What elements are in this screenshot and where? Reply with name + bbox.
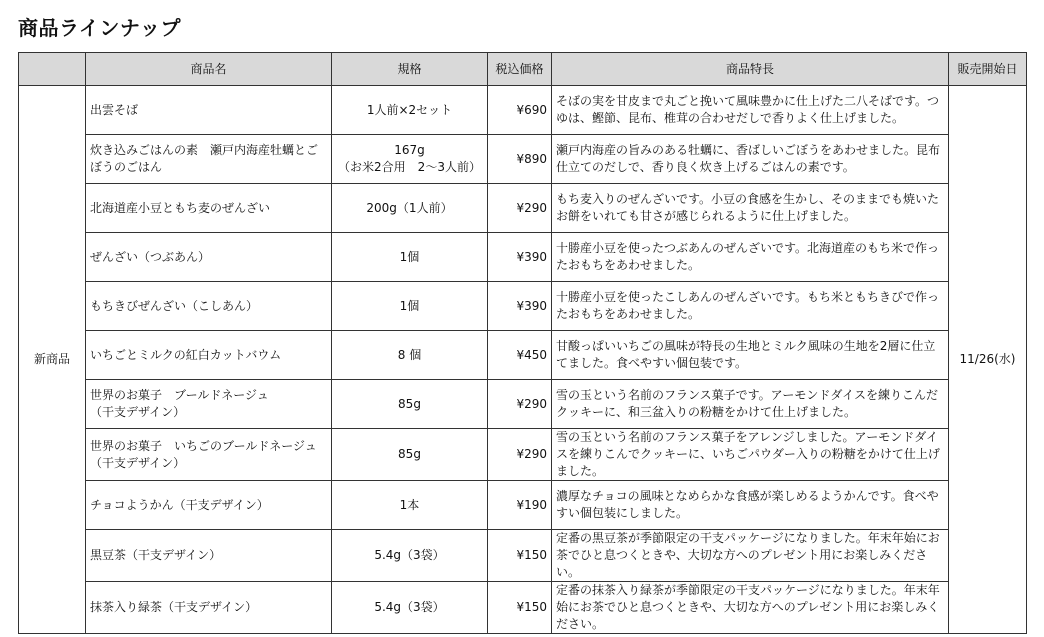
header-spec: 規格: [332, 53, 488, 86]
price-cell: ¥290: [488, 380, 552, 429]
price-cell: ¥890: [488, 135, 552, 184]
product-name-cell: ぜんざい（つぶあん）: [86, 233, 332, 282]
spec-cell: 5.4g（3袋）: [332, 530, 488, 582]
table-row: [19, 481, 1027, 530]
header-start-date: 販売開始日: [949, 53, 1027, 86]
category-cell: 新商品: [19, 86, 86, 634]
price-cell: ¥150: [488, 530, 552, 582]
spec-cell: 1本: [332, 481, 488, 530]
table-row: [19, 184, 1027, 233]
price-cell: ¥150: [488, 582, 552, 634]
features-cell: 雪の玉という名前のフランス菓子です。アーモンドダイスを練りこんだクッキーに、和三盆入りの粉糖をかけて仕上げました。: [552, 380, 949, 429]
product-name-cell: いちごとミルクの紅白カットバウム: [86, 331, 332, 380]
features-cell: 定番の抹茶入り緑茶が季節限定の干支パッケージになりました。年末年始にお茶でひと息つくときや、大切な方へのプレゼント用にお楽しみください。: [552, 582, 949, 634]
price-cell: ¥690: [488, 86, 552, 135]
product-name-cell: 世界のお菓子 ブールドネージュ （干支デザイン）: [86, 380, 332, 429]
features-cell: そばの実を甘皮まで丸ごと挽いて風味豊かに仕上げた二八そばです。つゆは、鰹節、昆布、椎茸の合わせだしで香りよく仕上げました。: [552, 86, 949, 135]
page-title: 商品ラインナップ: [18, 16, 181, 40]
header-features: 商品特長: [552, 53, 949, 86]
price-cell: ¥190: [488, 481, 552, 530]
features-cell: 雪の玉という名前のフランス菓子をアレンジしました。アーモンドダイスを練りこんでクッキーに、いちごパウダー入りの粉糖をかけて仕上げました。: [552, 429, 949, 481]
features-cell: 濃厚なチョコの風味となめらかな食感が楽しめるようかんです。食べやすい個包装にしました。: [552, 481, 949, 530]
spec-cell: 1個: [332, 233, 488, 282]
table-row: [19, 582, 1027, 634]
features-cell: もち麦入りのぜんざいです。小豆の食感を生かし、そのままでも焼いたお餅をいれても甘さが感じられるように仕上げました。: [552, 184, 949, 233]
table-row: [19, 380, 1027, 429]
spec-cell: 85g: [332, 380, 488, 429]
product-name-cell: 世界のお菓子 いちごのブールドネージュ （干支デザイン）: [86, 429, 332, 481]
price-cell: ¥390: [488, 233, 552, 282]
table-row: [19, 233, 1027, 282]
features-cell: 十勝産小豆を使ったつぶあんのぜんざいです。北海道産のもち米で作ったおもちをあわせました。: [552, 233, 949, 282]
table-row: [19, 86, 1027, 135]
product-name-cell: もちきびぜんざい（こしあん）: [86, 282, 332, 331]
start-date-cell: 11/26(水): [949, 86, 1027, 634]
header-price: 税込価格: [488, 53, 552, 86]
table-header-row: [19, 53, 1027, 86]
product-name-cell: チョコようかん（干支デザイン）: [86, 481, 332, 530]
price-cell: ¥450: [488, 331, 552, 380]
price-cell: ¥290: [488, 184, 552, 233]
header-category: [19, 53, 86, 86]
product-name-cell: 炊き込みごはんの素 瀬戸内海産牡蠣とごぼうのごはん: [86, 135, 332, 184]
table-row: [19, 429, 1027, 481]
price-cell: ¥290: [488, 429, 552, 481]
features-cell: 甘酸っぱいいちごの風味が特長の生地とミルク風味の生地を2層に仕立てました。食べやすい個包装です。: [552, 331, 949, 380]
table-row: [19, 282, 1027, 331]
features-cell: 十勝産小豆を使ったこしあんのぜんざいです。もち米ともちきびで作ったおもちをあわせました。: [552, 282, 949, 331]
spec-cell: 8 個: [332, 331, 488, 380]
table-row: [19, 530, 1027, 582]
spec-cell: 200g（1人前）: [332, 184, 488, 233]
product-name-cell: 黒豆茶（干支デザイン）: [86, 530, 332, 582]
features-cell: 瀬戸内海産の旨みのある牡蠣に、香ばしいごぼうをあわせました。昆布仕立てのだしで、香り良く炊き上げるごはんの素です。: [552, 135, 949, 184]
price-cell: ¥390: [488, 282, 552, 331]
header-product-name: 商品名: [86, 53, 332, 86]
spec-cell: 5.4g（3袋）: [332, 582, 488, 634]
product-name-cell: 抹茶入り緑茶（干支デザイン）: [86, 582, 332, 634]
spec-cell: 167g （お米2合用 2～3人前）: [332, 135, 488, 184]
features-cell: 定番の黒豆茶が季節限定の干支パッケージになりました。年末年始にお茶でひと息つくときや、大切な方へのプレゼント用にお楽しみください。: [552, 530, 949, 582]
product-name-cell: 北海道産小豆ともち麦のぜんざい: [86, 184, 332, 233]
spec-cell: 85g: [332, 429, 488, 481]
table-row: [19, 331, 1027, 380]
table-row: [19, 135, 1027, 184]
product-lineup-table: [18, 52, 1027, 634]
spec-cell: 1個: [332, 282, 488, 331]
product-name-cell: 出雲そば: [86, 86, 332, 135]
spec-cell: 1人前×2セット: [332, 86, 488, 135]
